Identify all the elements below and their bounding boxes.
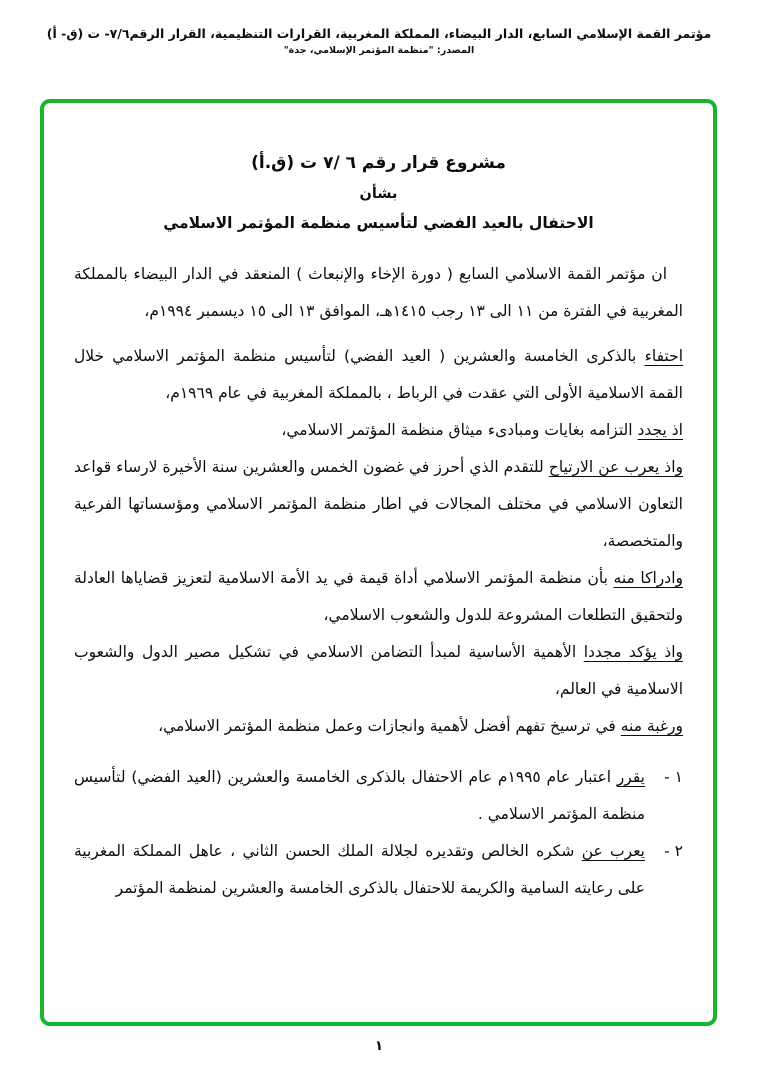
green-border-frame (40, 99, 717, 1026)
paragraph-lead-word: واذ يؤكد مجددا (583, 643, 683, 661)
preamble-section (74, 256, 683, 745)
document-header (0, 26, 758, 56)
header-citation-line: مؤتمر القمة الإسلامي السابع، الدار البيضاء، المملكة المغربية، القرارات التنظيمية، القرار الرقم٧/٦- ت (ق- أ) (46, 26, 712, 41)
paragraph-lead-word: ورغبة منه (620, 717, 683, 735)
preamble-paragraph (74, 560, 683, 634)
paragraph-text: الأهمية الأساسية لمبدأ التضامن الاسلامي في تشكيل مصير الدول والشعوب الاسلامية في العالم، (74, 643, 683, 698)
paragraph-text: بالذكرى الخامسة والعشرين ( العيد الفضي) لتأسيس منظمة المؤتمر الاسلامي خلال القمة الاسلامية الأولى التي عقدت في الرباط ، بالمملكة المغربية في عام ١٩٦٩م، (74, 347, 683, 402)
item-number: ١ - (664, 768, 683, 786)
paragraph-lead-word: واذ يعرب عن الارتياح (548, 458, 683, 476)
header-source-line: المصدر: "منظمة المؤتمر الإسلامي، جدة" (283, 45, 475, 56)
paragraph-text: في ترسيخ تفهم أفضل لأهمية وانجازات وعمل منظمة المؤتمر الاسلامي، (158, 717, 621, 735)
item-number: ٢ - (664, 842, 683, 860)
operative-item (74, 759, 683, 833)
item-text-block (74, 759, 645, 833)
paragraph-text: للتقدم الذي أحرز في غضون الخمس والعشرين سنة الأخيرة لارساء قواعد التعاون الاسلامي في مختلف المجالات في اطار منظمة المؤتمر الاسلامي ومؤسساتها الفرعية والمتخصصة، (74, 458, 683, 550)
item-text: شكره الخالص وتقديره لجلالة الملك الحسن الثاني ، عاهل المملكة المغربية على رعايته السامية والكريمة للاحتفال بالذكرى الخامسة والعشرين لمنظمة المؤتمر (74, 842, 645, 897)
preamble-paragraph (74, 708, 683, 745)
preamble-paragraph (74, 449, 683, 560)
resolution-subject-word: بشأن (359, 186, 398, 202)
resolution-number-title: مشروع قرار رقم ٦ /٧ ت (ق.أ) (251, 153, 506, 173)
paragraph-text: بأن منظمة المؤتمر الاسلامي أداة قيمة في يد الأمة الاسلامية لتعزيز قضاياها العادلة ولتحقيق التطلعات المشروعة للدول والشعوب الاسلامي، (74, 569, 683, 624)
preamble-paragraph (74, 634, 683, 708)
preamble-paragraph (74, 412, 683, 449)
paragraph-lead-word: اذ يجدد (637, 421, 683, 439)
item-lead-word: يعرب عن (581, 842, 645, 860)
paragraph-text: التزامه بغايات ومبادىء ميثاق منظمة المؤتمر الاسلامي، (281, 421, 638, 439)
resolution-subject-title: الاحتفال بالعيد الفضي لتأسيس منظمة المؤتمر الاسلامي (163, 214, 594, 232)
paragraph-text: ان مؤتمر القمة الاسلامي السابع ( دورة الإخاء والإنبعاث ) المنعقد في الدار البيضاء بالمملكة المغربية في الفترة من ١١ الى ١٣ رجب ١٤١٥هـ، الموافق ١٣ الى ١٥ ديسمبر ١٩٩٤م، (74, 265, 683, 320)
page-number: ١ (374, 1038, 384, 1054)
paragraph-lead-word: وادراكا منه (613, 569, 683, 587)
resolution-title-block (74, 153, 683, 232)
paragraph-lead-word: احتفاء (644, 347, 683, 365)
item-text-block (74, 833, 645, 907)
operative-items-section (74, 759, 683, 907)
item-lead-word: يقرر (616, 768, 645, 786)
preamble-paragraph (74, 338, 683, 412)
preamble-paragraph (74, 256, 683, 330)
item-text: اعتبار عام ١٩٩٥م عام الاحتفال بالذكرى الخامسة والعشرين (العيد الفضي) لتأسيس منظمة المؤتمر الاسلامي . (74, 768, 645, 823)
resolution-content (44, 103, 713, 907)
operative-item (74, 833, 683, 907)
